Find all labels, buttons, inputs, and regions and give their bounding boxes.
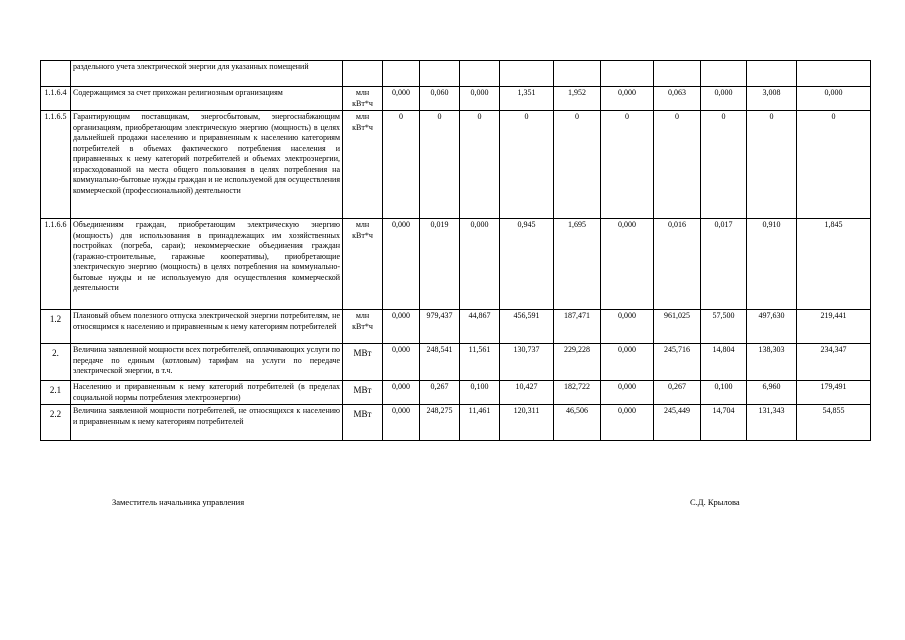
value-cell: 0,910 bbox=[747, 219, 797, 310]
value-cell: 0,000 bbox=[383, 219, 420, 310]
value-cell bbox=[460, 61, 500, 87]
row-description: Населению и приравненным к нему категорий потребителей (в пределах социальной нормы потребления электроэнергии) bbox=[71, 381, 343, 405]
value-cell: 0,063 bbox=[654, 87, 701, 111]
value-cell: 54,855 bbox=[797, 405, 871, 441]
row-description: Объединениям граждан, приобретающим электрическую энергию (мощность) для использования в принадлежащих им хозяйственных постройках (погреба, сараи); некоммерческие объединения граждан (гаражно-строительные, гаражные кооперативы), приобретающие электрическую энергию (мощность) в целях потребления на коммунально-бытовые нужды и не используемую для осуществления коммерческой деятельности bbox=[71, 219, 343, 310]
value-cell: 0,000 bbox=[460, 219, 500, 310]
row-number bbox=[41, 61, 71, 87]
value-cell bbox=[797, 61, 871, 87]
row-description: раздельного учета электрической энергии для указанных помещений bbox=[71, 61, 343, 87]
value-cell: 229,228 bbox=[554, 344, 601, 381]
row-number: 1.1.6.6 bbox=[41, 219, 71, 310]
value-cell: 131,343 bbox=[747, 405, 797, 441]
value-cell: 0 bbox=[420, 111, 460, 219]
value-cell: 0,000 bbox=[601, 310, 654, 344]
value-cell: 14,804 bbox=[701, 344, 747, 381]
value-cell: 0,000 bbox=[601, 219, 654, 310]
table-row bbox=[41, 219, 871, 310]
value-cell: 0,000 bbox=[383, 87, 420, 111]
value-cell: 187,471 bbox=[554, 310, 601, 344]
value-cell: 0,000 bbox=[797, 87, 871, 111]
value-cell: 0,060 bbox=[420, 87, 460, 111]
value-cell: 1,351 bbox=[500, 87, 554, 111]
row-unit bbox=[343, 61, 383, 87]
value-cell: 0,016 bbox=[654, 219, 701, 310]
value-cell: 456,591 bbox=[500, 310, 554, 344]
row-number: 1.2 bbox=[41, 310, 71, 344]
value-cell bbox=[500, 61, 554, 87]
value-cell: 0 bbox=[747, 111, 797, 219]
tariff-table bbox=[40, 60, 871, 441]
value-cell: 130,737 bbox=[500, 344, 554, 381]
row-unit: МВт bbox=[343, 381, 383, 405]
value-cell: 10,427 bbox=[500, 381, 554, 405]
row-description: Плановый объем полезного отпуска электрической энергии потребителям, не относящимся к населению и приравненным к нему категориям потребителей bbox=[71, 310, 343, 344]
value-cell bbox=[654, 61, 701, 87]
value-cell: 14,704 bbox=[701, 405, 747, 441]
value-cell: 182,722 bbox=[554, 381, 601, 405]
value-cell: 0 bbox=[654, 111, 701, 219]
value-cell: 0,000 bbox=[701, 87, 747, 111]
row-number: 2.1 bbox=[41, 381, 71, 405]
table-row bbox=[41, 111, 871, 219]
row-description: Величина заявленной мощности всех потребителей, оплачивающих услуги по передаче по единым (котловым) тарифам на услуги по передаче электрической энергии, в т.ч. bbox=[71, 344, 343, 381]
value-cell: 0,100 bbox=[701, 381, 747, 405]
row-number: 1.1.6.4 bbox=[41, 87, 71, 111]
value-cell: 248,275 bbox=[420, 405, 460, 441]
value-cell: 0,000 bbox=[383, 405, 420, 441]
table-row bbox=[41, 61, 871, 87]
value-cell: 0,267 bbox=[420, 381, 460, 405]
value-cell: 11,461 bbox=[460, 405, 500, 441]
value-cell: 0,000 bbox=[601, 381, 654, 405]
row-unit: МВт bbox=[343, 344, 383, 381]
row-number: 2. bbox=[41, 344, 71, 381]
value-cell: 0,100 bbox=[460, 381, 500, 405]
value-cell: 0 bbox=[701, 111, 747, 219]
value-cell: 0 bbox=[797, 111, 871, 219]
table-row bbox=[41, 405, 871, 441]
value-cell: 0,000 bbox=[383, 310, 420, 344]
value-cell: 0,000 bbox=[601, 405, 654, 441]
table-body bbox=[41, 61, 871, 441]
value-cell bbox=[747, 61, 797, 87]
table-row bbox=[41, 381, 871, 405]
value-cell bbox=[383, 61, 420, 87]
row-number: 2.2 bbox=[41, 405, 71, 441]
value-cell: 0,000 bbox=[383, 381, 420, 405]
value-cell: 44,867 bbox=[460, 310, 500, 344]
value-cell: 1,845 bbox=[797, 219, 871, 310]
row-unit: млн кВт*ч bbox=[343, 310, 383, 344]
value-cell bbox=[554, 61, 601, 87]
value-cell: 0 bbox=[500, 111, 554, 219]
value-cell: 120,311 bbox=[500, 405, 554, 441]
value-cell: 961,025 bbox=[654, 310, 701, 344]
value-cell bbox=[701, 61, 747, 87]
value-cell: 248,541 bbox=[420, 344, 460, 381]
row-description: Величина заявленной мощности потребителей, не относящихся к населению и приравненным к нему категориям потребителей bbox=[71, 405, 343, 441]
value-cell: 1,952 bbox=[554, 87, 601, 111]
row-unit: млн кВт*ч bbox=[343, 87, 383, 111]
value-cell bbox=[420, 61, 460, 87]
value-cell: 0,000 bbox=[601, 87, 654, 111]
value-cell: 0 bbox=[383, 111, 420, 219]
value-cell: 0 bbox=[554, 111, 601, 219]
row-unit: МВт bbox=[343, 405, 383, 441]
row-description: Содержащимся за счет прихожан религиозным организациям bbox=[71, 87, 343, 111]
value-cell: 0,945 bbox=[500, 219, 554, 310]
row-number: 1.1.6.5 bbox=[41, 111, 71, 219]
value-cell bbox=[601, 61, 654, 87]
table-row bbox=[41, 344, 871, 381]
value-cell: 3,008 bbox=[747, 87, 797, 111]
value-cell: 6,960 bbox=[747, 381, 797, 405]
value-cell: 0,267 bbox=[654, 381, 701, 405]
value-cell: 57,500 bbox=[701, 310, 747, 344]
row-unit: млн кВт*ч bbox=[343, 219, 383, 310]
value-cell: 179,491 bbox=[797, 381, 871, 405]
value-cell: 0,000 bbox=[601, 344, 654, 381]
value-cell: 979,437 bbox=[420, 310, 460, 344]
row-unit: млн кВт*ч bbox=[343, 111, 383, 219]
table-row bbox=[41, 310, 871, 344]
value-cell: 0,019 bbox=[420, 219, 460, 310]
row-description: Гарантирующим поставщикам, энергосбытовым, энергоснабжающим организациям, приобретающим электрическую энергию (мощность) в целях дальнейшей продажи населению и приравненным к населению категориям потребителей в объемах фактического потребления населения и приравненных к нему категорий потребителей и объемах электроэнергии, израсходованной на места общего пользования в целях потребления на коммунально-бытовые нужды граждан и не используемой для осуществления коммерческой (профессиональной) деятельности bbox=[71, 111, 343, 219]
signature-name: С.Д. Крылова bbox=[690, 497, 740, 507]
value-cell: 0,017 bbox=[701, 219, 747, 310]
value-cell: 0,000 bbox=[460, 87, 500, 111]
value-cell: 0,000 bbox=[383, 344, 420, 381]
signature-position: Заместитель начальника управления bbox=[112, 497, 245, 507]
value-cell: 138,303 bbox=[747, 344, 797, 381]
value-cell: 497,630 bbox=[747, 310, 797, 344]
value-cell: 0 bbox=[460, 111, 500, 219]
value-cell: 46,506 bbox=[554, 405, 601, 441]
value-cell: 245,716 bbox=[654, 344, 701, 381]
table-row bbox=[41, 87, 871, 111]
value-cell: 0 bbox=[601, 111, 654, 219]
value-cell: 219,441 bbox=[797, 310, 871, 344]
value-cell: 1,695 bbox=[554, 219, 601, 310]
value-cell: 245,449 bbox=[654, 405, 701, 441]
value-cell: 234,347 bbox=[797, 344, 871, 381]
value-cell: 11,561 bbox=[460, 344, 500, 381]
